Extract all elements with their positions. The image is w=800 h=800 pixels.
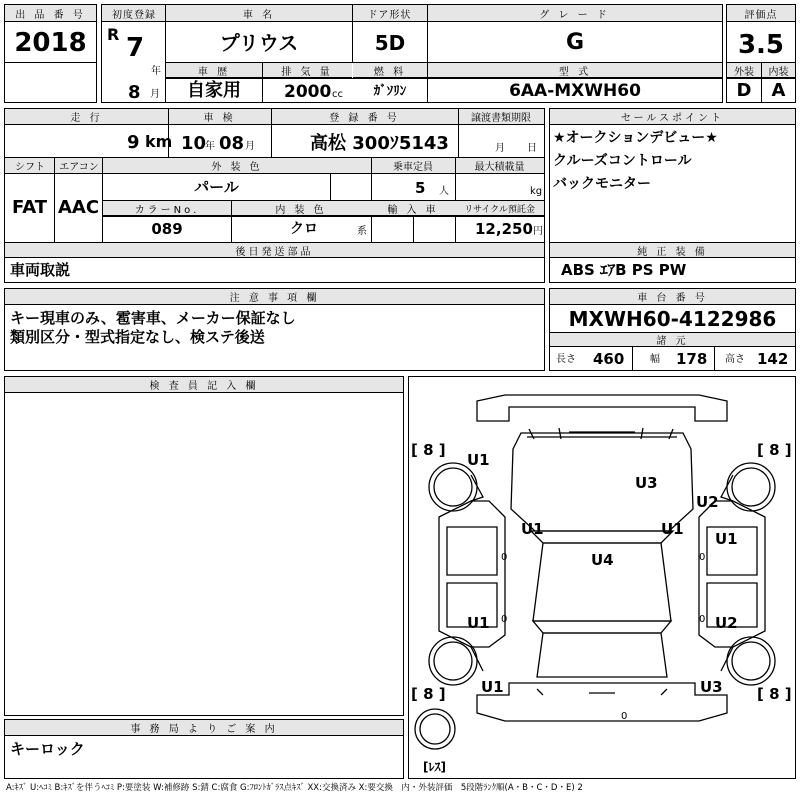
legend-text: A:ｷｽﾞ U:ﾍｺﾐ B:ｷｽﾞを伴うﾍｺﾐ P:要塗装 W:補修跡 S:錆 C:腐食 G:ﾌﾛﾝﾄｶﾞﾗｽ点ｷｽﾞ XX:交換済み X:要交換 内・外装評価 5段階ﾗﾝｸ順(A・B・C・D・E) 2 xyxy=(6,783,583,793)
lot-number: 2018 xyxy=(14,28,87,58)
aircon-label: エアコン xyxy=(55,158,103,174)
lot-label: 出 品 番 号 xyxy=(5,5,96,22)
tire-fl-tread: [ 8 ] xyxy=(411,441,446,459)
small-mark: 0 xyxy=(501,552,508,563)
damage-mark: U4 xyxy=(591,551,614,569)
length-label: 長さ xyxy=(556,354,576,365)
damage-mark: U1 xyxy=(715,530,738,548)
length-value: 460 xyxy=(593,350,625,368)
plate-value: 高松 300ｿ5143 xyxy=(310,133,449,154)
shift-label: シフト xyxy=(5,158,55,174)
grade-value: G xyxy=(565,30,585,55)
height-value: 142 xyxy=(757,350,789,368)
first-reg-month: 8 xyxy=(128,82,141,103)
door-label: ドア形状 xyxy=(352,5,427,22)
plate-label: 登 録 番 号 xyxy=(271,109,458,125)
recycle-label: リサイクル預託金 xyxy=(455,201,544,216)
fuel-value: ｶﾞｿﾘﾝ xyxy=(373,83,407,99)
sales-point-2: クルーズコントロール xyxy=(553,153,692,169)
recycle-value: 12,250 xyxy=(475,220,533,238)
model-value: 6AA-MXWH60 xyxy=(509,80,641,101)
sales-points-label: セールスポイント xyxy=(550,109,795,125)
inspection-month-unit: 月 xyxy=(245,141,255,152)
first-reg-year-unit: 年 xyxy=(151,66,161,77)
lot-cell xyxy=(4,4,97,103)
max-load-label: 最大積載量 xyxy=(455,158,544,174)
sales-point-1: ★オークションデビュー★ xyxy=(553,130,718,146)
small-mark: 0 xyxy=(621,711,628,722)
model-label: 型 式 xyxy=(428,63,722,78)
import-label: 輸 入 車 xyxy=(371,201,455,216)
spare-tire: [ﾚｽ] xyxy=(423,760,446,774)
tire-rl-tread: [ 8 ] xyxy=(411,685,446,703)
office-value: キーロック xyxy=(10,740,85,758)
first-reg-era: R xyxy=(107,25,120,44)
notes-block xyxy=(4,288,545,371)
transfer-day-unit: 日 xyxy=(527,143,537,154)
damage-mark: U2 xyxy=(715,614,738,632)
tire-fr-tread: [ 8 ] xyxy=(757,441,792,459)
inspection-year-unit: 年 xyxy=(205,141,215,152)
car-name-label: 車 名 xyxy=(166,5,352,22)
mileage-unit: km xyxy=(145,132,173,151)
inspection-year: 10 xyxy=(181,133,207,154)
door-value: 5D xyxy=(374,31,406,55)
small-mark: 0 xyxy=(699,552,706,563)
shift-value: FAT xyxy=(11,197,48,218)
main-info-block xyxy=(101,4,723,103)
inspector-block xyxy=(4,376,404,716)
damage-mark: U2 xyxy=(696,493,719,511)
exterior-score: D xyxy=(736,80,752,101)
tire-rr-tread: [ 8 ] xyxy=(757,685,792,703)
displacement-label: 排 気 量 xyxy=(262,63,352,78)
later-parts-value: 車両取説 xyxy=(10,261,71,279)
first-reg-year: 7 xyxy=(126,33,145,63)
width-value: 178 xyxy=(676,350,708,368)
chassis-value: MXWH60-4122986 xyxy=(568,307,777,331)
damage-mark: U1 xyxy=(481,678,504,696)
chassis-block xyxy=(549,288,796,371)
displacement-unit: cc xyxy=(332,89,343,100)
displacement-value: 2000 xyxy=(284,82,332,102)
damage-diagram xyxy=(408,376,796,779)
history-label: 車 歴 xyxy=(166,63,262,78)
color-no-label: カラーNo. xyxy=(103,201,231,216)
genuine-label: 純 正 装 備 xyxy=(550,243,795,258)
grade-label: グ レ ー ド xyxy=(427,5,722,22)
later-parts-label: 後日発送部品 xyxy=(5,243,544,258)
genuine-value: ABS ｴｱB PS PW xyxy=(561,261,687,279)
damage-mark: U1 xyxy=(661,520,684,538)
car-outline xyxy=(409,377,795,778)
specs-label: 諸 元 xyxy=(550,333,795,347)
int-color-label: 内 装 色 xyxy=(231,201,371,216)
exterior-label: 外装 xyxy=(727,63,761,78)
small-mark: 0 xyxy=(501,614,508,625)
inspector-label: 検 査 員 記 入 欄 xyxy=(5,377,403,393)
capacity-unit: 人 xyxy=(439,186,449,197)
interior-score: A xyxy=(771,80,786,101)
small-mark: 0 xyxy=(699,614,706,625)
interior-label: 内装 xyxy=(762,63,795,78)
color-no-value: 089 xyxy=(151,219,183,238)
sales-point-3: バックモニター xyxy=(553,176,651,192)
capacity-value: 5 xyxy=(415,179,426,197)
mileage-label: 走 行 xyxy=(5,109,168,125)
fuel-label: 燃 料 xyxy=(353,63,427,78)
vehicle-details-block xyxy=(4,108,545,283)
damage-mark: U3 xyxy=(635,474,658,492)
mileage-value: 9 xyxy=(127,132,140,153)
office-label: 事 務 局 よ り ご 案 内 xyxy=(5,720,403,736)
first-reg-month-unit: 月 xyxy=(150,89,160,100)
sales-points-block xyxy=(549,108,796,283)
notes-line-1: キー現車のみ、雹害車、メーカー保証なし xyxy=(10,309,296,327)
car-name-value: プリウス xyxy=(219,31,299,55)
score-label: 評価点 xyxy=(727,5,795,22)
notes-label: 注 意 事 項 欄 xyxy=(5,289,544,305)
transfer-month-unit: 月 xyxy=(495,143,505,154)
inspection-month: 08 xyxy=(219,133,245,154)
score-cell xyxy=(726,4,796,103)
chassis-label: 車 台 番 号 xyxy=(550,289,795,305)
score-value: 3.5 xyxy=(737,30,785,60)
notes-line-2: 類別区分・型式指定なし、検ステ後送 xyxy=(10,328,265,346)
int-color-value: クロ xyxy=(290,221,318,237)
damage-mark: U1 xyxy=(467,451,490,469)
capacity-label: 乗車定員 xyxy=(371,158,455,174)
damage-mark: U1 xyxy=(521,520,544,538)
damage-mark: U3 xyxy=(700,678,723,696)
width-label: 幅 xyxy=(650,354,660,365)
office-block xyxy=(4,719,404,779)
damage-mark: U1 xyxy=(467,614,490,632)
ext-color-value: パール xyxy=(194,177,239,196)
transfer-label: 譲渡書類期限 xyxy=(458,109,544,125)
aircon-value: AAC xyxy=(57,197,100,218)
history-value: 自家用 xyxy=(187,80,241,101)
max-load-unit: kg xyxy=(530,186,543,197)
first-reg-label: 初度登録 xyxy=(102,5,166,22)
height-label: 高さ xyxy=(725,354,745,365)
inspection-label: 車 検 xyxy=(168,109,271,125)
int-color-unit: 系 xyxy=(357,226,367,237)
ext-color-label: 外 装 色 xyxy=(103,158,371,174)
recycle-unit: 円 xyxy=(533,226,543,237)
